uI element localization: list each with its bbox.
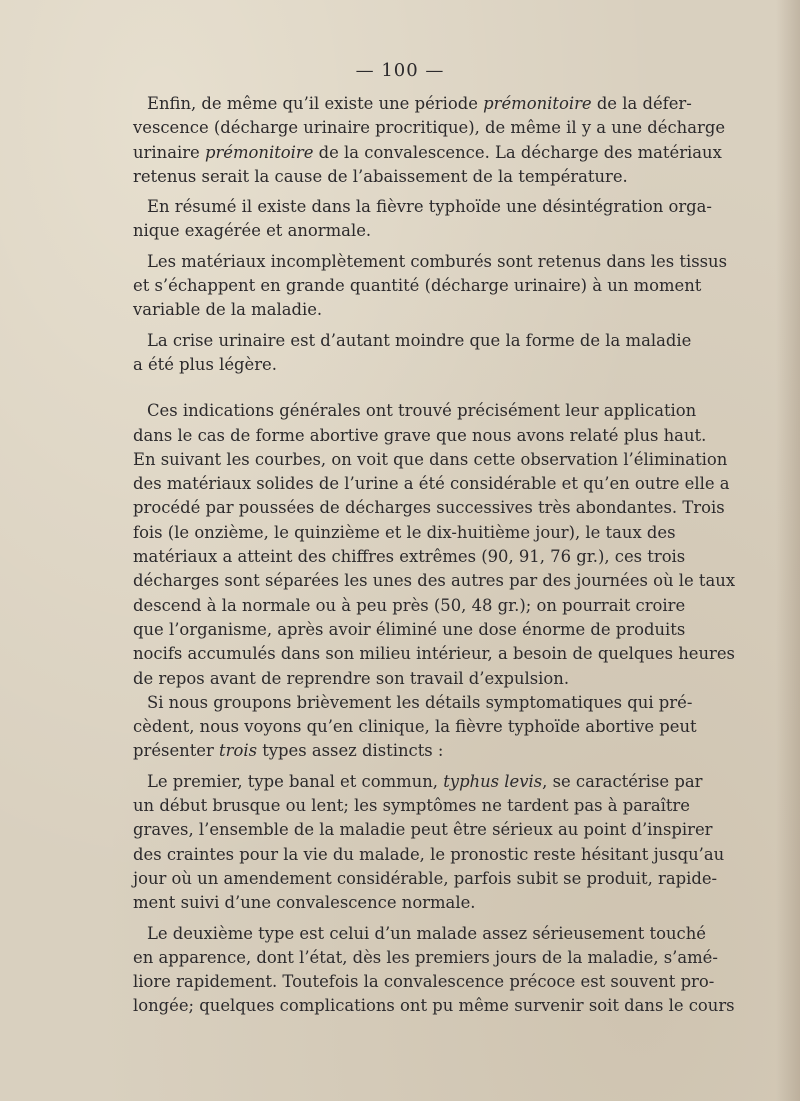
paragraph-4 — [133, 329, 692, 378]
text-line: Ces indications générales ont trouvé précisément leur application — [147, 401, 697, 421]
text-line: a été plus légère. — [133, 354, 277, 374]
text-line: descend à la normale ou à peu près (50, 48 gr.); on pourrait croire — [133, 595, 686, 615]
text-line: Si nous groupons brièvement les détails symptomatiques qui pré- — [147, 692, 693, 712]
text-line: nique exagérée et anormale. — [133, 221, 372, 241]
paragraph-3 — [133, 250, 727, 323]
text-line: dans le cas de forme abortive grave que nous avons relaté plus haut. — [133, 425, 707, 445]
paragraph-5 — [133, 399, 736, 691]
text-line: graves, l’ensemble de la maladie peut être sérieux au point d’inspirer — [133, 820, 713, 840]
text-line: de repos avant de reprendre son travail d’expulsion. — [133, 668, 570, 688]
text-line: Le premier, type banal et commun, typhus levis, se caractérise par — [147, 771, 703, 791]
body-text — [133, 92, 736, 1019]
text-line: en apparence, dont l’état, dès les premiers jours de la maladie, s’amé- — [133, 947, 718, 967]
text-line: fois (le onzième, le quinzième et le dix-huitième jour), le taux des — [133, 522, 676, 542]
text-line: présenter trois types assez distincts : — [133, 741, 444, 761]
text-line: variable de la maladie. — [133, 300, 323, 320]
paragraph-7 — [133, 770, 725, 916]
text-line: des craintes pour la vie du malade, le pronostic reste hésitant jusqu’au — [133, 844, 725, 864]
text-line: jour où un amendement considérable, parfois subit se produit, rapide- — [133, 868, 718, 888]
page-number: — 100 — — [355, 60, 445, 81]
text-line: urinaire prémonitoire de la convalescence. La décharge des matériaux — [133, 142, 722, 162]
text-line: Enfin, de même qu’il existe une période prémonitoire de la défer- — [147, 94, 692, 113]
text-line: retenus serait la cause de l’abaissement de la température. — [133, 166, 628, 186]
text-line: des matériaux solides de l’urine a été considérable et qu’en outre elle a — [133, 474, 730, 494]
text-line: longée; quelques complications ont pu même survenir soit dans le cours — [133, 996, 735, 1016]
text-line: procédé par poussées de décharges successives très abondantes. Trois — [133, 498, 725, 518]
text-line: ment suivi d’une convalescence normale. — [133, 893, 476, 913]
text-line: La crise urinaire est d’autant moindre que la forme de la maladie — [147, 330, 692, 350]
text-line: et s’échappent en grande quantité (décharge urinaire) à un moment — [133, 276, 702, 296]
text-line: décharges sont séparées les unes des autres par des journées où le taux — [133, 571, 736, 591]
text-line: En résumé il existe dans la fièvre typhoïde une désintégration orga- — [147, 197, 712, 217]
text-line: En suivant les courbes, on voit que dans cette observation l’élimination — [133, 449, 728, 469]
text-line: Les matériaux incomplètement comburés sont retenus dans les tissus — [147, 251, 727, 271]
paragraph-2 — [133, 195, 712, 244]
text-line: Le deuxième type est celui d’un malade assez sérieusement touché — [147, 923, 706, 943]
text-line: cèdent, nous voyons qu’en clinique, la fièvre typhoïde abortive peut — [133, 717, 697, 737]
text-line: nocifs accumulés dans son milieu intérieur, a besoin de quelques heures — [133, 644, 735, 664]
text-line: liore rapidement. Toutefois la convalescence précoce est souvent pro- — [133, 972, 715, 992]
paragraph-6 — [133, 691, 697, 764]
paragraph-8 — [133, 922, 735, 1019]
text-line: un début brusque ou lent; les symptômes ne tardent pas à paraître — [133, 796, 690, 816]
text-line: matériaux a atteint des chiffres extrêmes (90, 91, 76 gr.), ces trois — [133, 547, 686, 567]
text-line: vescence (décharge urinaire procritique), de même il y a une décharge — [133, 118, 726, 138]
text-line: que l’organisme, après avoir éliminé une dose énorme de produits — [133, 619, 686, 639]
paragraph-1 — [133, 92, 726, 189]
